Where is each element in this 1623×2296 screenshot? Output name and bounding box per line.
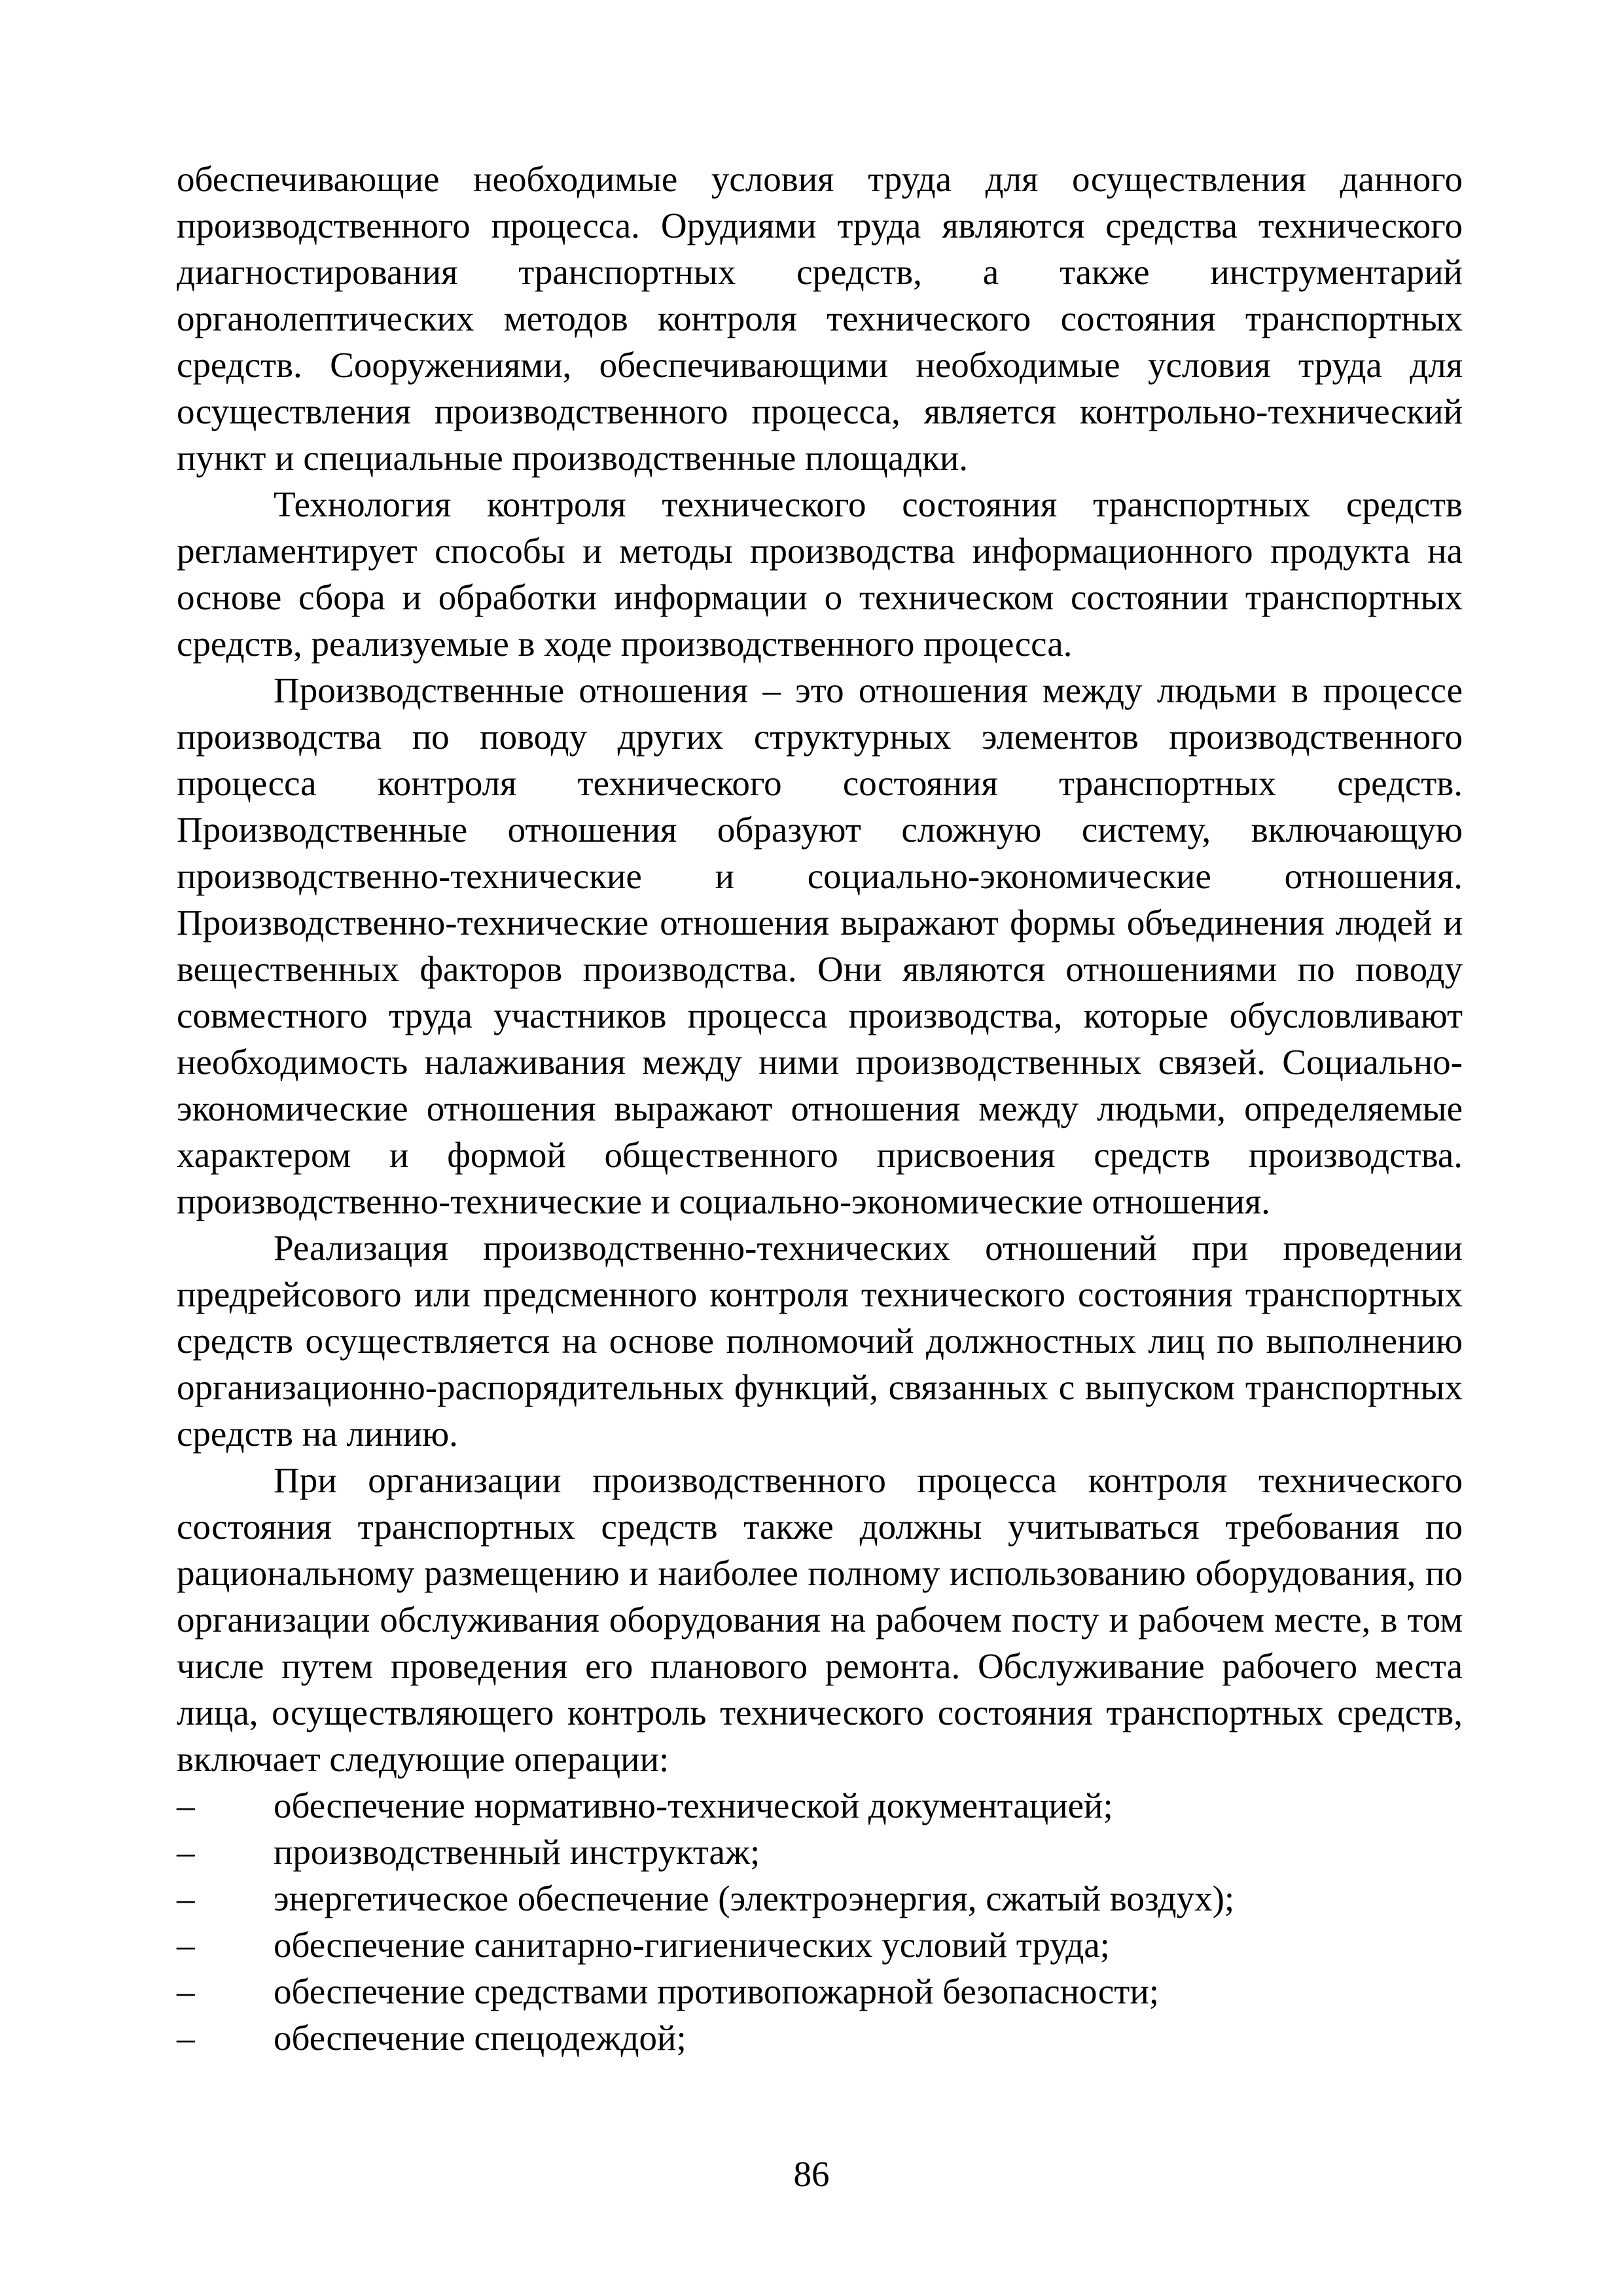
paragraph-line: производственно-технические и социально-экономические отношения. <box>177 1181 1270 1221</box>
list-item-text: энергетическое обеспечение (электроэнергия, сжатый воздух); <box>274 1878 1235 1918</box>
document-body <box>177 156 1463 2061</box>
list-dash-marker: – <box>177 1878 195 1918</box>
paragraph-line: средств на линию. <box>177 1414 458 1454</box>
paragraph-line: Производственные отношения образуют сложную систему, включающую <box>177 810 1463 850</box>
paragraph-line: состояния транспортных средств также должны учитываться требования по <box>177 1507 1463 1547</box>
paragraph <box>177 156 1463 481</box>
paragraph-line: рациональному размещению и наиболее полному использованию оборудования, по <box>177 1553 1463 1593</box>
paragraph-line: организационно-распорядительных функций, связанных с выпуском транспортных <box>177 1367 1463 1407</box>
list-item <box>177 1782 1463 1829</box>
paragraph-line: производственно-технические и социально-экономические отношения. <box>177 856 1463 896</box>
paragraph-line: Технология контроля технического состояния транспортных средств <box>274 484 1463 524</box>
paragraph-line: При организации производственного процесса контроля технического <box>274 1460 1463 1500</box>
paragraph-line: производства по поводу других структурных элементов производственного <box>177 717 1463 757</box>
paragraph-line: совместного труда участников процесса производства, которые обусловливают <box>177 996 1463 1035</box>
paragraph-line: процесса контроля технического состояния транспортных средств. <box>177 763 1463 803</box>
list-item-text: обеспечение средствами противопожарной безопасности; <box>274 1971 1160 2011</box>
paragraph-line: вещественных факторов производства. Они являются отношениями по поводу <box>177 949 1463 989</box>
list-item <box>177 1829 1463 1875</box>
list-item <box>177 1875 1463 1922</box>
paragraph-line: обеспечивающие необходимые условия труда для осуществления данного <box>177 159 1463 199</box>
list-item <box>177 2015 1463 2061</box>
paragraph-line: лица, осуществляющего контроль технического состояния транспортных средств, <box>177 1693 1463 1732</box>
paragraph-line: средств, реализуемые в ходе производственного процесса. <box>177 624 1073 664</box>
paragraph <box>177 481 1463 667</box>
paragraph-line: производственного процесса. Орудиями труда являются средства технического <box>177 206 1463 245</box>
list-item-text: обеспечение санитарно-гигиенических условий труда; <box>274 1925 1110 1965</box>
list-item <box>177 1922 1463 1968</box>
paragraph-line: Производственные отношения – это отношения между людьми в процессе <box>274 670 1463 710</box>
operations-list <box>177 1782 1463 2061</box>
list-dash-marker: – <box>177 1971 195 2011</box>
paragraph-line: органолептических методов контроля технического состояния транспортных <box>177 298 1463 338</box>
paragraph-line: средств. Сооружениями, обеспечивающими необходимые условия труда для <box>177 345 1463 385</box>
paragraph-line: пункт и специальные производственные площадки. <box>177 438 969 478</box>
paragraph-line: основе сбора и обработки информации о техническом состоянии транспортных <box>177 577 1463 617</box>
paragraph-line: числе путем проведения его планового ремонта. Обслуживание рабочего места <box>177 1646 1463 1686</box>
list-dash-marker: – <box>177 1832 195 1872</box>
paragraph-line: организации обслуживания оборудования на рабочем посту и рабочем месте, в том <box>177 1600 1463 1640</box>
list-item <box>177 1968 1463 2015</box>
paragraph-line: средств осуществляется на основе полномочий должностных лиц по выполнению <box>177 1321 1463 1361</box>
paragraph-line: диагностирования транспортных средств, а также инструментарий <box>177 252 1463 292</box>
list-dash-marker: – <box>177 1925 195 1965</box>
paragraph-line: Реализация производственно-технических отношений при проведении <box>274 1228 1463 1268</box>
list-item-text: производственный инструктаж; <box>274 1832 760 1872</box>
list-item-text: обеспечение нормативно-технической документацией; <box>274 1785 1113 1825</box>
paragraphs <box>177 156 1463 1782</box>
paragraph-line: необходимость налаживания между ними производственных связей. Социально- <box>177 1042 1463 1082</box>
paragraph-line: характером и формой общественного присвоения средств производства. <box>177 1135 1463 1175</box>
paragraph-line: экономические отношения выражают отношения между людьми, определяемые <box>177 1088 1463 1128</box>
paragraph <box>177 1225 1463 1457</box>
paragraph-line: предрейсового или предсменного контроля технического состояния транспортных <box>177 1274 1463 1314</box>
paragraph-line: Производственно-технические отношения выражают формы объединения людей и <box>177 903 1463 942</box>
paragraph-line: регламентирует способы и методы производства информационного продукта на <box>177 531 1463 571</box>
paragraph-line: осуществления производственного процесса, является контрольно-технический <box>177 391 1463 431</box>
list-dash-marker: – <box>177 1785 195 1825</box>
list-item-text: обеспечение спецодеждой; <box>274 2018 687 2058</box>
list-dash-marker: – <box>177 2018 195 2058</box>
paragraph <box>177 667 1463 1225</box>
page-number: 86 <box>793 2154 830 2194</box>
paragraph-line: включает следующие операции: <box>177 1739 669 1779</box>
paragraph <box>177 1457 1463 1782</box>
